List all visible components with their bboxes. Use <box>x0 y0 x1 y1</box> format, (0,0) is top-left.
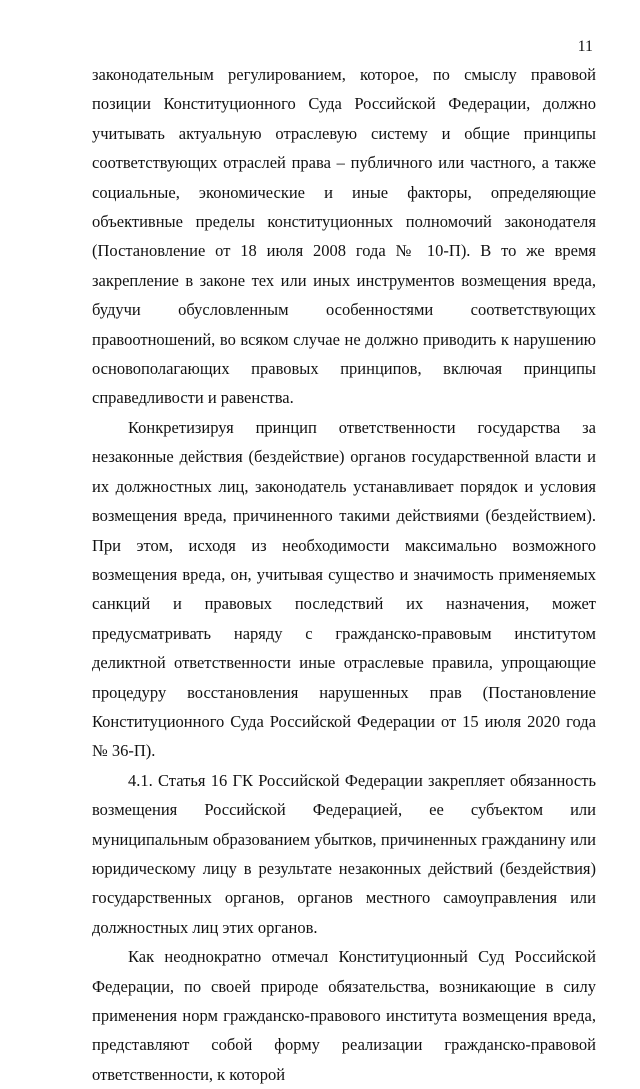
paragraph-continuation: законодательным регулированием, которое, по смыслу правовой позиции Конституционного Суда Российской Федерации, должно учитывать актуальную отраслевую систему и общие принципы соответствующих отраслей права – публичного или частного, а также социальные, экономические и иные факторы, определяющие объективные пределы конституционных полномочий законодателя (Постановление от 18 июля 2008 года № 10-П). В то же время закрепление в законе тех или иных инструментов возмещения вреда, будучи обусловленным особенностями соответствующих правоотношений, во всяком случае не должно приводить к нарушению основополагающих правовых принципов, включая принципы справедливости и равенства. <box>92 65 596 408</box>
page-number: 11 <box>577 38 593 55</box>
paragraph-state-responsibility: Конкретизируя принцип ответственности государства за незаконные действия (бездействие) органов государственной власти и их должностных лиц, законодатель устанавливает порядок и условия возмещения вреда, причиненного такими действиями (бездействием). При этом, исходя из необходимости максимально возможного возмещения вреда, он, учитывая существо и значимость применяемых санкций и правовых последствий их назначения, может предусматривать наряду с гражданско-правовым институтом деликтной ответственности иные отраслевые правила, упрощающие процедуру восстановления нарушенных прав (Постановление Конституционного Суда Российской Федерации от 15 июля 2020 года № 36-П). <box>92 417 596 761</box>
paragraph-article-16: 4.1. Статья 16 ГК Российской Федерации закрепляет обязанность возмещения Российской Федерацией, ее субъектом или муниципальным образованием убытков, причиненных гражданину или юридическому лицу в результате незаконных действий (бездействия) государственных органов, органов местного самоуправления или должностных лиц этих органов. <box>92 770 596 937</box>
document-body <box>92 60 596 1089</box>
paragraph-court-position: Как неоднократно отмечал Конституционный Суд Российской Федерации, по своей природе обязательства, возникающие в силу применения норм гражданско-правового института возмещения вреда, представляют собой форму реализации гражданско-правовой ответственности, к которой <box>92 947 596 1084</box>
